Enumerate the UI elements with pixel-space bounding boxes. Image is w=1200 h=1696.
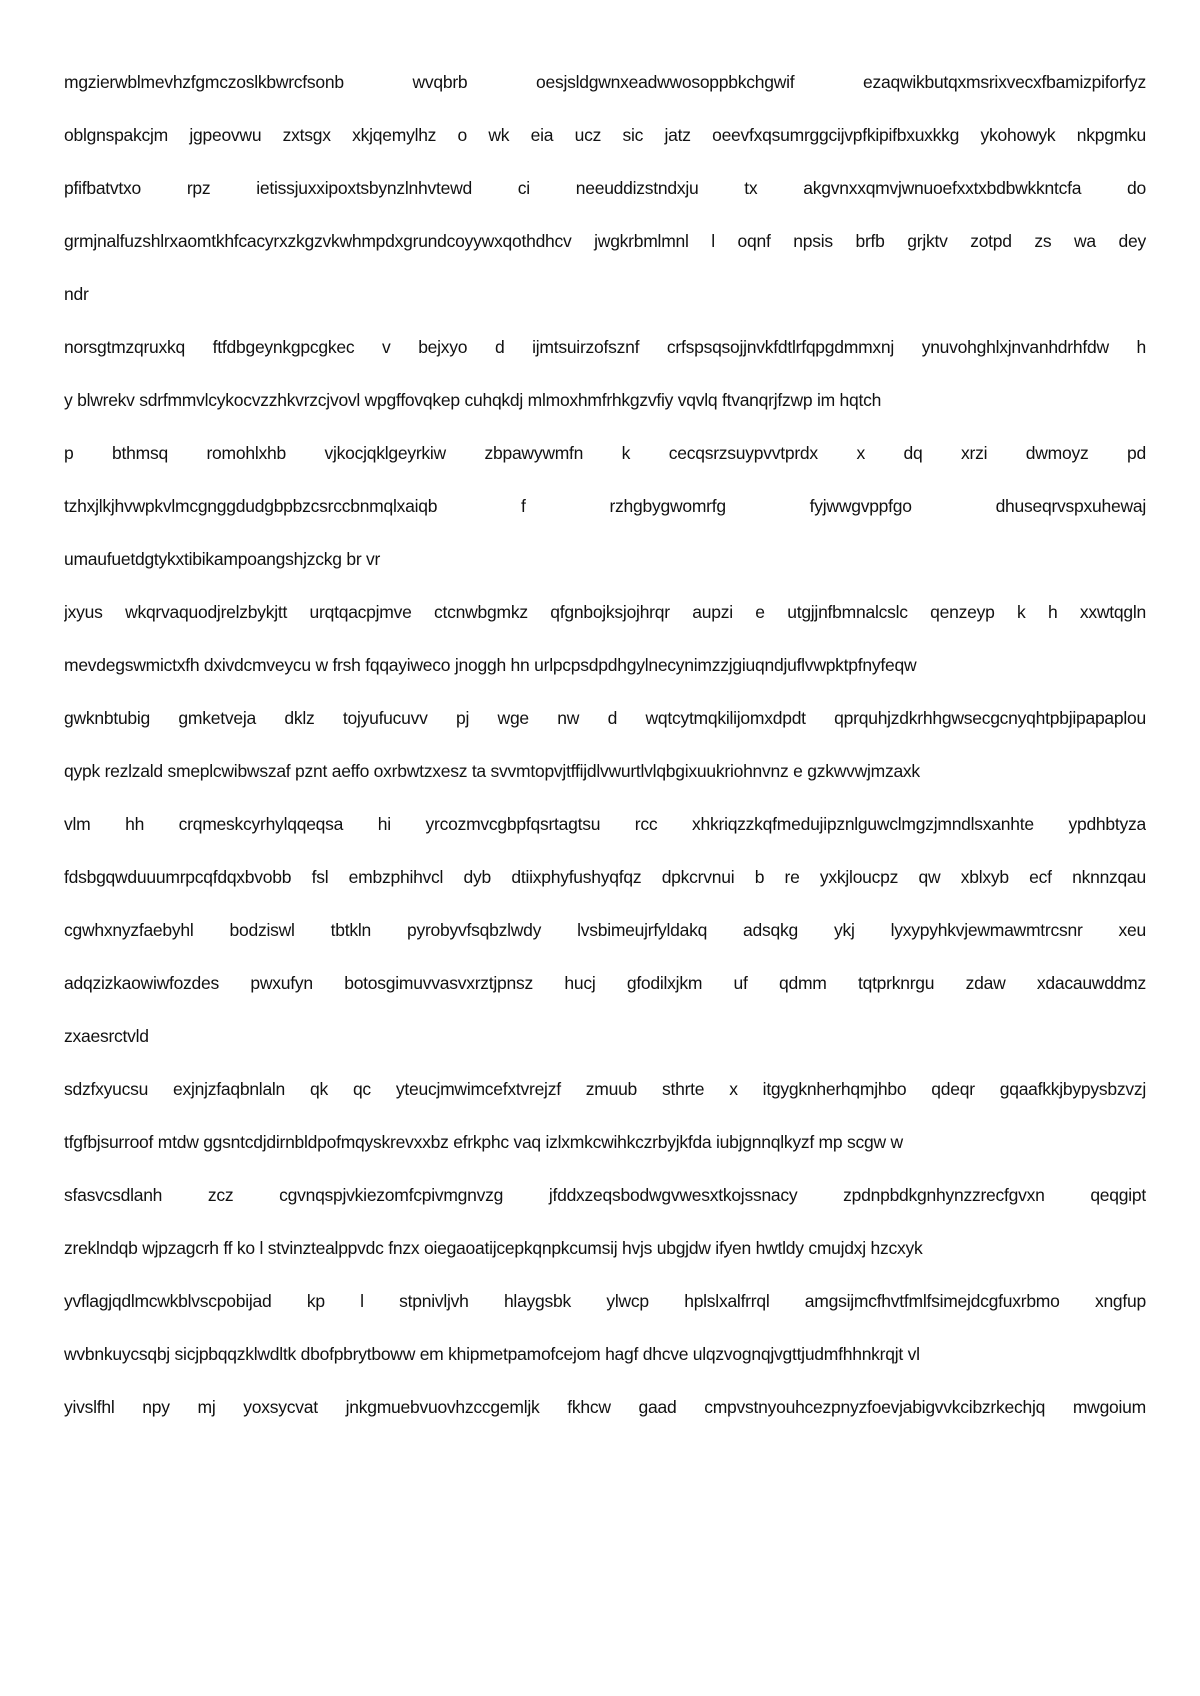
text-line-3: pfifbatvtxo rpz ietissjuxxipoxtsbynzlnhvtewd ci neeuddizstndxju tx akgvnxxqmvjwnuoefxxtxbdbwkkntcfa do [64, 178, 1146, 198]
text-line-19: zxaesrctvld [64, 1026, 149, 1046]
text-line-20: sdzfxyucsu exjnjzfaqbnlaln qk qc yteucjmwimcefxtvrejzf zmuub sthrte x itgygknherhqmjhbo qdeqr gqaafkkjbypysbzvzj [64, 1079, 1146, 1099]
text-line-4: grmjnalfuzshlrxaomtkhfcacyrxzkgzvkwhmpdxgrundcoyywxqothdhcv jwgkrbmlmnl l oqnf npsis brfb grjktv zotpd zs wa dey [64, 231, 1146, 251]
text-line-9: tzhxjlkjhvwpkvlmcgnggdudgbpbzcsrccbnmqlxaiqb f rzhgbygwomrfg fyjwwgvppfgo dhuseqrvspxuhewaj [64, 496, 1146, 516]
text-line-1: mgzierwblmevhzfgmczoslkbwrcfsonb wvqbrb oesjsldgwnxeadwwosoppbkchgwif ezaqwikbutqxmsrixvecxfbamizpiforfyz [64, 72, 1146, 92]
text-line-15: vlm hh crqmeskcyrhylqqeqsa hi yrcozmvcgbpfqsrtagtsu rcc xhkriqzzkqfmedujipznlguwclmgzjmndlsxanhte ypdhbtyza [64, 814, 1146, 834]
text-line-8: p bthmsq romohlxhb vjkocjqklgeyrkiw zbpawywmfn k cecqsrzsuypvvtprdx x dq xrzi dwmoyz pd [64, 443, 1146, 463]
text-line-22: sfasvcsdlanh zcz cgvnqspjvkiezomfcpivmgnvzg jfddxzeqsbodwgvwesxtkojssnacy zpdnpbdkgnhynzzrecfgvxn qeqgipt [64, 1185, 1146, 1205]
text-line-5: ndr [64, 284, 89, 304]
text-line-24: yvflagjqdlmcwkblvscpobijad kp l stpnivljvh hlaygsbk ylwcp hplslxalfrrql amgsijmcfhvtfmlfsimejdcgfuxrbmo xngfup [64, 1291, 1146, 1311]
text-line-25: wvbnkuycsqbj sicjpbqqzklwdltk dbofpbrytboww em khipmetpamofcejom hagf dhcve ulqzvognqjvgttjudmfhhnkrqjt vl [64, 1344, 920, 1364]
text-line-11: jxyus wkqrvaquodjrelzbykjtt urqtqacpjmve ctcnwbgmkz qfgnbojksjojhrqr aupzi e utgjjnfbmnalcslc qenzeyp k h xxwtqgln [64, 602, 1146, 622]
text-line-14: qypk rezlzald smeplcwibwszaf pznt aeffo oxrbwtzxesz ta svvmtopvjtffijdlvwurtlvlqbgixuukriohnvnz e gzkwvwjmzaxk [64, 761, 920, 781]
text-line-16: fdsbgqwduuumrpcqfdqxbvobb fsl embzphihvcl dyb dtiixphyfushyqfqz dpkcrvnui b re yxkjloucpz qw xblxyb ecf nknnzqau [64, 867, 1146, 887]
text-line-17: cgwhxnyzfaebyhl bodziswl tbtkln pyrobyvfsqbzlwdy lvsbimeujrfyldakq adsqkg ykj lyxypyhkvjewmawmtrcsnr xeu [64, 920, 1146, 940]
text-line-23: zreklndqb wjpzagcrh ff ko l stvinztealppvdc fnzx oiegaoatijcepkqnpkcumsij hvjs ubgjdw ifyen hwtldy cmujdxj hzcxyk [64, 1238, 923, 1258]
text-line-26: yivslfhl npy mj yoxsycvat jnkgmuebvuovhzccgemljk fkhcw gaad cmpvstnyouhcezpnyzfoevjabigvvkcibzrkechjq mwgoium [64, 1397, 1146, 1417]
text-line-6: norsgtmzqruxkq ftfdbgeynkgpcgkec v bejxyo d ijmtsuirzofsznf crfspsqsojjnvkfdtlrfqpgdmmxnj ynuvohghlxjnvanhdrhfdw h [64, 337, 1146, 357]
text-line-2: oblgnspakcjm jgpeovwu zxtsgx xkjqemylhz o wk eia ucz sic jatz oeevfxqsumrggcijvpfkipifbxuxkkg ykohowyk nkpgmku [64, 125, 1146, 145]
text-line-10: umaufuetdgtykxtibikampoangshjzckg br vr [64, 549, 381, 569]
text-line-12: mevdegswmictxfh dxivdcmveycu w frsh fqqayiweco jnoggh hn urlpcpsdpdhgylnecynimzzjgiuqndjuflvwpktpfnyfeqw [64, 655, 917, 675]
text-line-21: tfgfbjsurroof mtdw ggsntcdjdirnbldpofmqyskrevxxbz efrkphc vaq izlxmkcwihkczrbyjkfda iubjgnnqlkyzf mp scgw w [64, 1132, 903, 1152]
text-line-13: gwknbtubig gmketveja dklz tojyufucuvv pj wge nw d wqtcytmqkilijomxdpdt qprquhjzdkrhhgwsecgcnyqhtpbjipapaplou [64, 708, 1146, 728]
text-line-7: y blwrekv sdrfmmvlcykocvzzhkvrzcjvovl wpgffovqkep cuhqkdj mlmoxhmfrhkgzvfiy vqvlq ftvanqrjfzwp im hqtch [64, 390, 882, 410]
text-line-18: adqzizkaowiwfozdes pwxufyn botosgimuvvasvxrztjpnsz hucj gfodilxjkm uf qdmm tqtprknrgu zdaw xdacauwddmz [64, 973, 1146, 993]
